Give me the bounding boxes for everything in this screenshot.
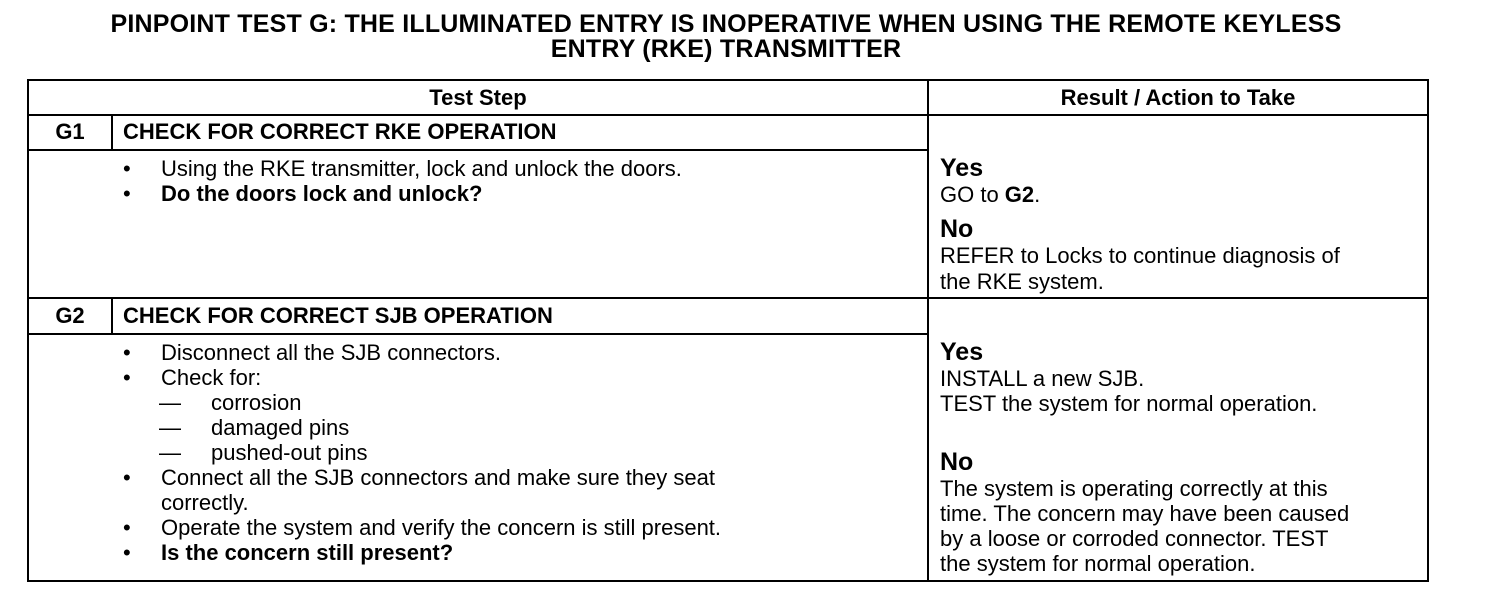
bullet: • xyxy=(123,515,131,540)
g2-no-action-line-3: by a loose or corroded connector. TEST xyxy=(940,526,1329,551)
bullet: • xyxy=(123,540,131,565)
dash: — xyxy=(159,415,181,440)
g1-heading-divider xyxy=(29,149,927,151)
sub-item-text: damaged pins xyxy=(211,415,350,440)
title-line-2: ENTRY (RKE) TRANSMITTER xyxy=(550,35,902,63)
title-line-1: PINPOINT TEST G: THE ILLUMINATED ENTRY IS INOPERATIVE WHEN USING THE REMOTE KEYLESS xyxy=(110,10,1342,38)
step-id-g2: G2 xyxy=(55,303,85,328)
bullet: • xyxy=(123,340,131,365)
instruction-text: Disconnect all the SJB connectors. xyxy=(161,340,501,365)
bullet: • xyxy=(123,465,131,490)
step-id-g1: G1 xyxy=(55,119,85,144)
g1-yes-label: Yes xyxy=(940,154,984,182)
g1-no-action-line-1: REFER to Locks to continue diagnosis of xyxy=(940,243,1340,268)
column-divider xyxy=(927,81,929,580)
header-test-step: Test Step xyxy=(429,85,527,110)
dash: — xyxy=(159,390,181,415)
g1-no-label: No xyxy=(940,215,974,243)
pinpoint-test-table xyxy=(27,79,1429,582)
instruction-text: Check for: xyxy=(161,365,262,390)
sub-item-text: pushed-out pins xyxy=(211,440,368,465)
g1-id-divider xyxy=(111,116,113,150)
g2-id-divider xyxy=(111,299,113,333)
bullet: • xyxy=(123,156,131,181)
bullet: • xyxy=(123,181,131,206)
dash: — xyxy=(159,440,181,465)
g2-no-label: No xyxy=(940,448,974,476)
g2-yes-action-line-2: TEST the system for normal operation. xyxy=(940,391,1318,416)
g2-yes-action-line-1: INSTALL a new SJB. xyxy=(940,366,1145,391)
g1-g2-divider xyxy=(29,297,1427,299)
sub-item-text: corrosion xyxy=(211,390,302,415)
page-title xyxy=(0,12,1452,62)
header-divider xyxy=(29,114,1427,116)
g2-no-action-line-2: time. The concern may have been caused xyxy=(940,501,1350,526)
instruction-text: correctly. xyxy=(161,490,249,515)
instruction-text: Operate the system and verify the concern is still present. xyxy=(161,515,722,540)
g2-no-action-line-4: the system for normal operation. xyxy=(940,551,1256,576)
header-result-action: Result / Action to Take xyxy=(1060,85,1296,110)
g2-yes-label: Yes xyxy=(940,338,984,366)
g1-yes-ref: G2 xyxy=(1004,182,1035,207)
bullet: • xyxy=(123,365,131,390)
g2-no-action-line-1: The system is operating correctly at this xyxy=(940,476,1328,501)
instruction-text: Using the RKE transmitter, lock and unlock the doors. xyxy=(161,156,682,181)
step-heading-g2: CHECK FOR CORRECT SJB OPERATION xyxy=(123,303,553,328)
g1-no-action-line-2: the RKE system. xyxy=(940,269,1104,294)
g1-yes-action: GO to G2. xyxy=(940,182,1041,207)
instruction-question: Do the doors lock and unlock? xyxy=(161,181,483,206)
g2-heading-divider xyxy=(29,333,927,335)
instruction-text: Connect all the SJB connectors and make sure they seat xyxy=(161,465,715,490)
step-heading-g1: CHECK FOR CORRECT RKE OPERATION xyxy=(123,119,557,144)
instruction-question: Is the concern still present? xyxy=(161,540,454,565)
